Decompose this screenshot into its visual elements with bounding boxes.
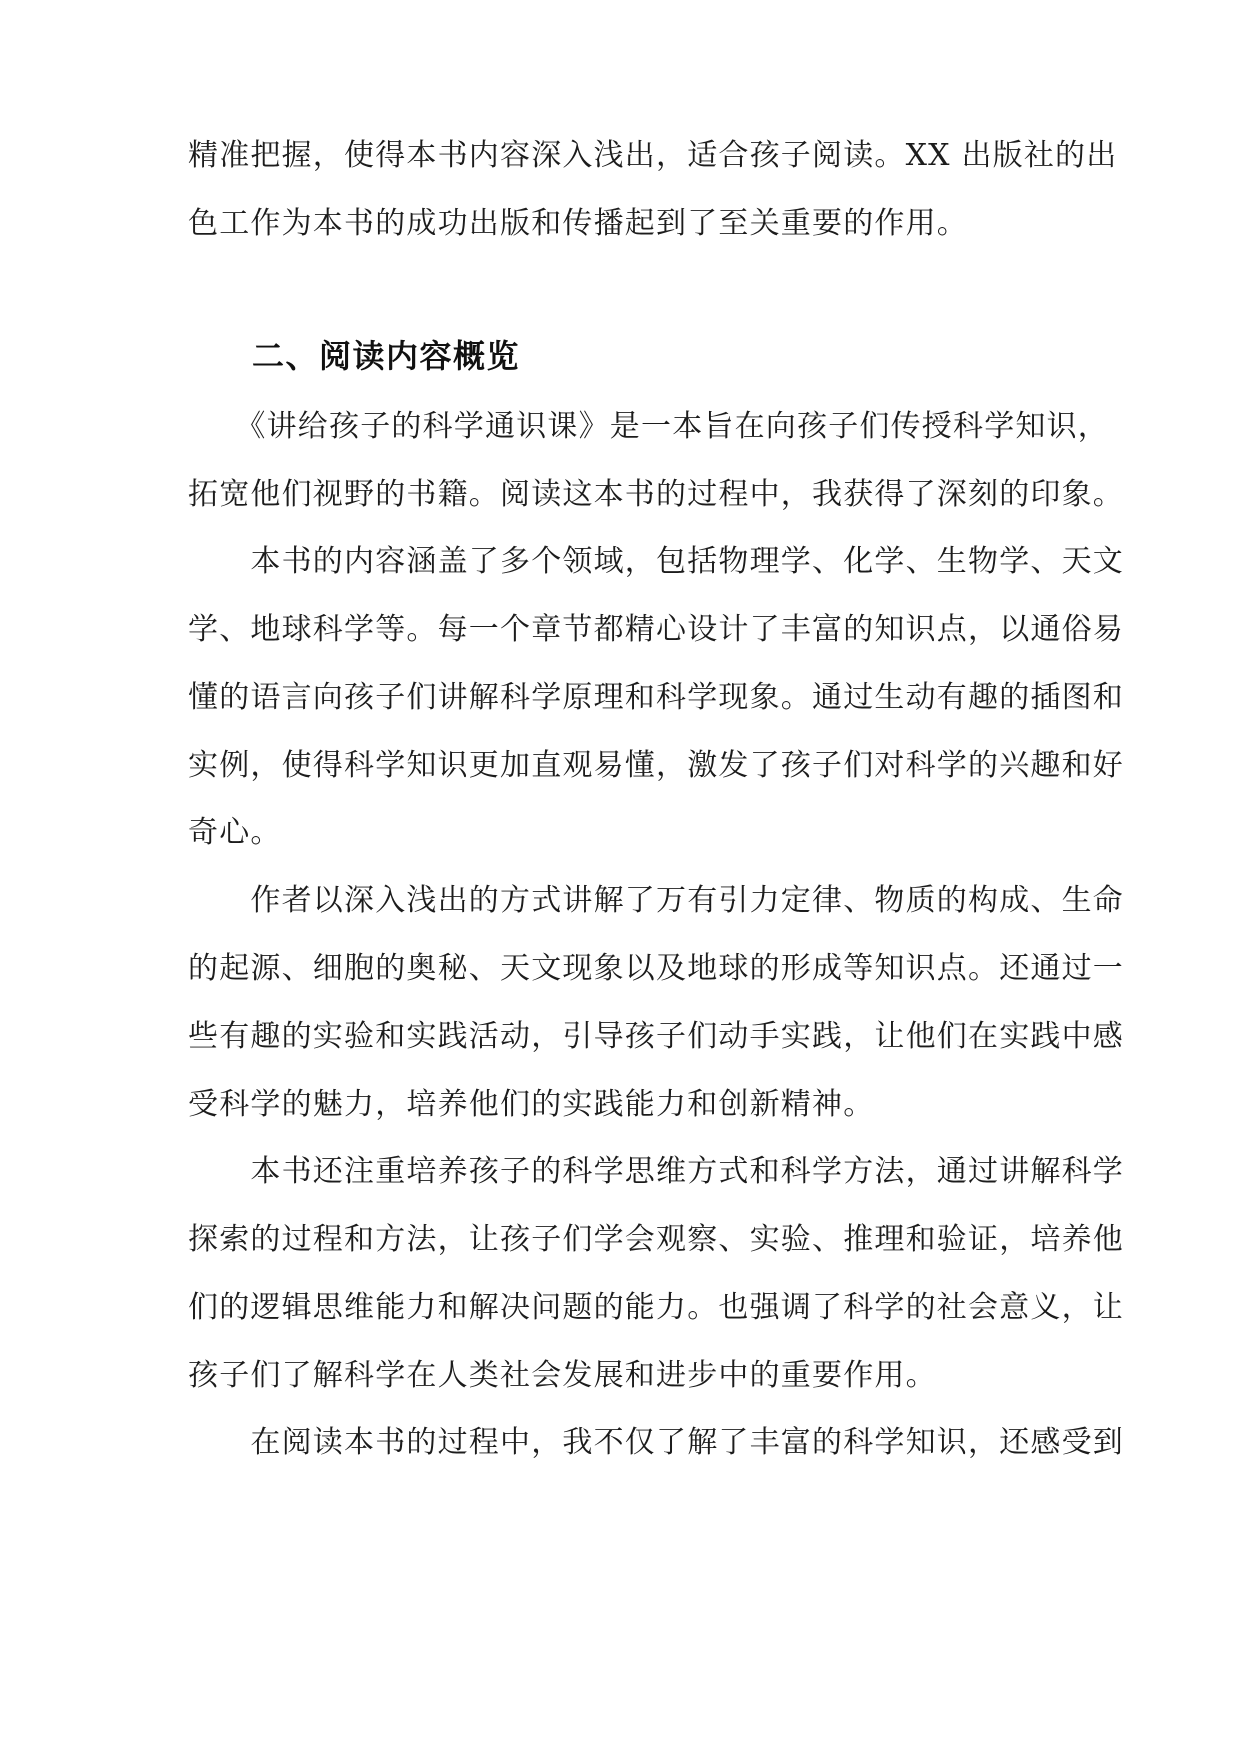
text-line: 些有趣的实验和实践活动，引导孩子们动手实践，让他们在实践中感 (188, 1019, 1124, 1054)
text-line: 拓宽他们视野的书籍。阅读这本书的过程中，我获得了深刻的印象。 (188, 477, 1124, 512)
text-line: 孩子们了解科学在人类社会发展和进步中的重要作用。 (188, 1358, 937, 1393)
intro-line-2: 色工作为本书的成功出版和传播起到了至关重要的作用。 (188, 206, 968, 241)
intro-line-1: 精准把握，使得本书内容深入浅出，适合孩子阅读。XX 出版社的出 (188, 138, 1118, 173)
text-line: 奇心。 (188, 815, 282, 850)
text-line: 受科学的魅力，培养他们的实践能力和创新精神。 (188, 1087, 875, 1122)
text-line: 探索的过程和方法，让孩子们学会观察、实验、推理和验证，培养他 (188, 1222, 1124, 1257)
text-line: 们的逻辑思维能力和解决问题的能力。也强调了科学的社会意义，让 (188, 1290, 1124, 1325)
text-line: 在阅读本书的过程中，我不仅了解了丰富的科学知识，还感受到 (188, 1425, 1124, 1460)
text-line: 本书的内容涵盖了多个领域，包括物理学、化学、生物学、天文 (188, 544, 1124, 579)
text-line: 懂的语言向孩子们讲解科学原理和科学现象。通过生动有趣的插图和 (188, 680, 1124, 715)
text-line: 学、地球科学等。每一个章节都精心设计了丰富的知识点，以通俗易 (188, 612, 1124, 647)
text-line: 实例，使得科学知识更加直观易懂，激发了孩子们对科学的兴趣和好 (188, 748, 1124, 783)
section-heading: 二、阅读内容概览 (252, 337, 521, 375)
text-line: 本书还注重培养孩子的科学思维方式和科学方法，通过讲解科学 (188, 1154, 1124, 1189)
text-line: 作者以深入浅出的方式讲解了万有引力定律、物质的构成、生命 (188, 883, 1124, 918)
text-line: 《讲给孩子的科学通识课》是一本旨在向孩子们传授科学知识， (188, 409, 1109, 444)
text-line: 的起源、细胞的奥秘、天文现象以及地球的形成等知识点。还通过一 (188, 951, 1124, 986)
